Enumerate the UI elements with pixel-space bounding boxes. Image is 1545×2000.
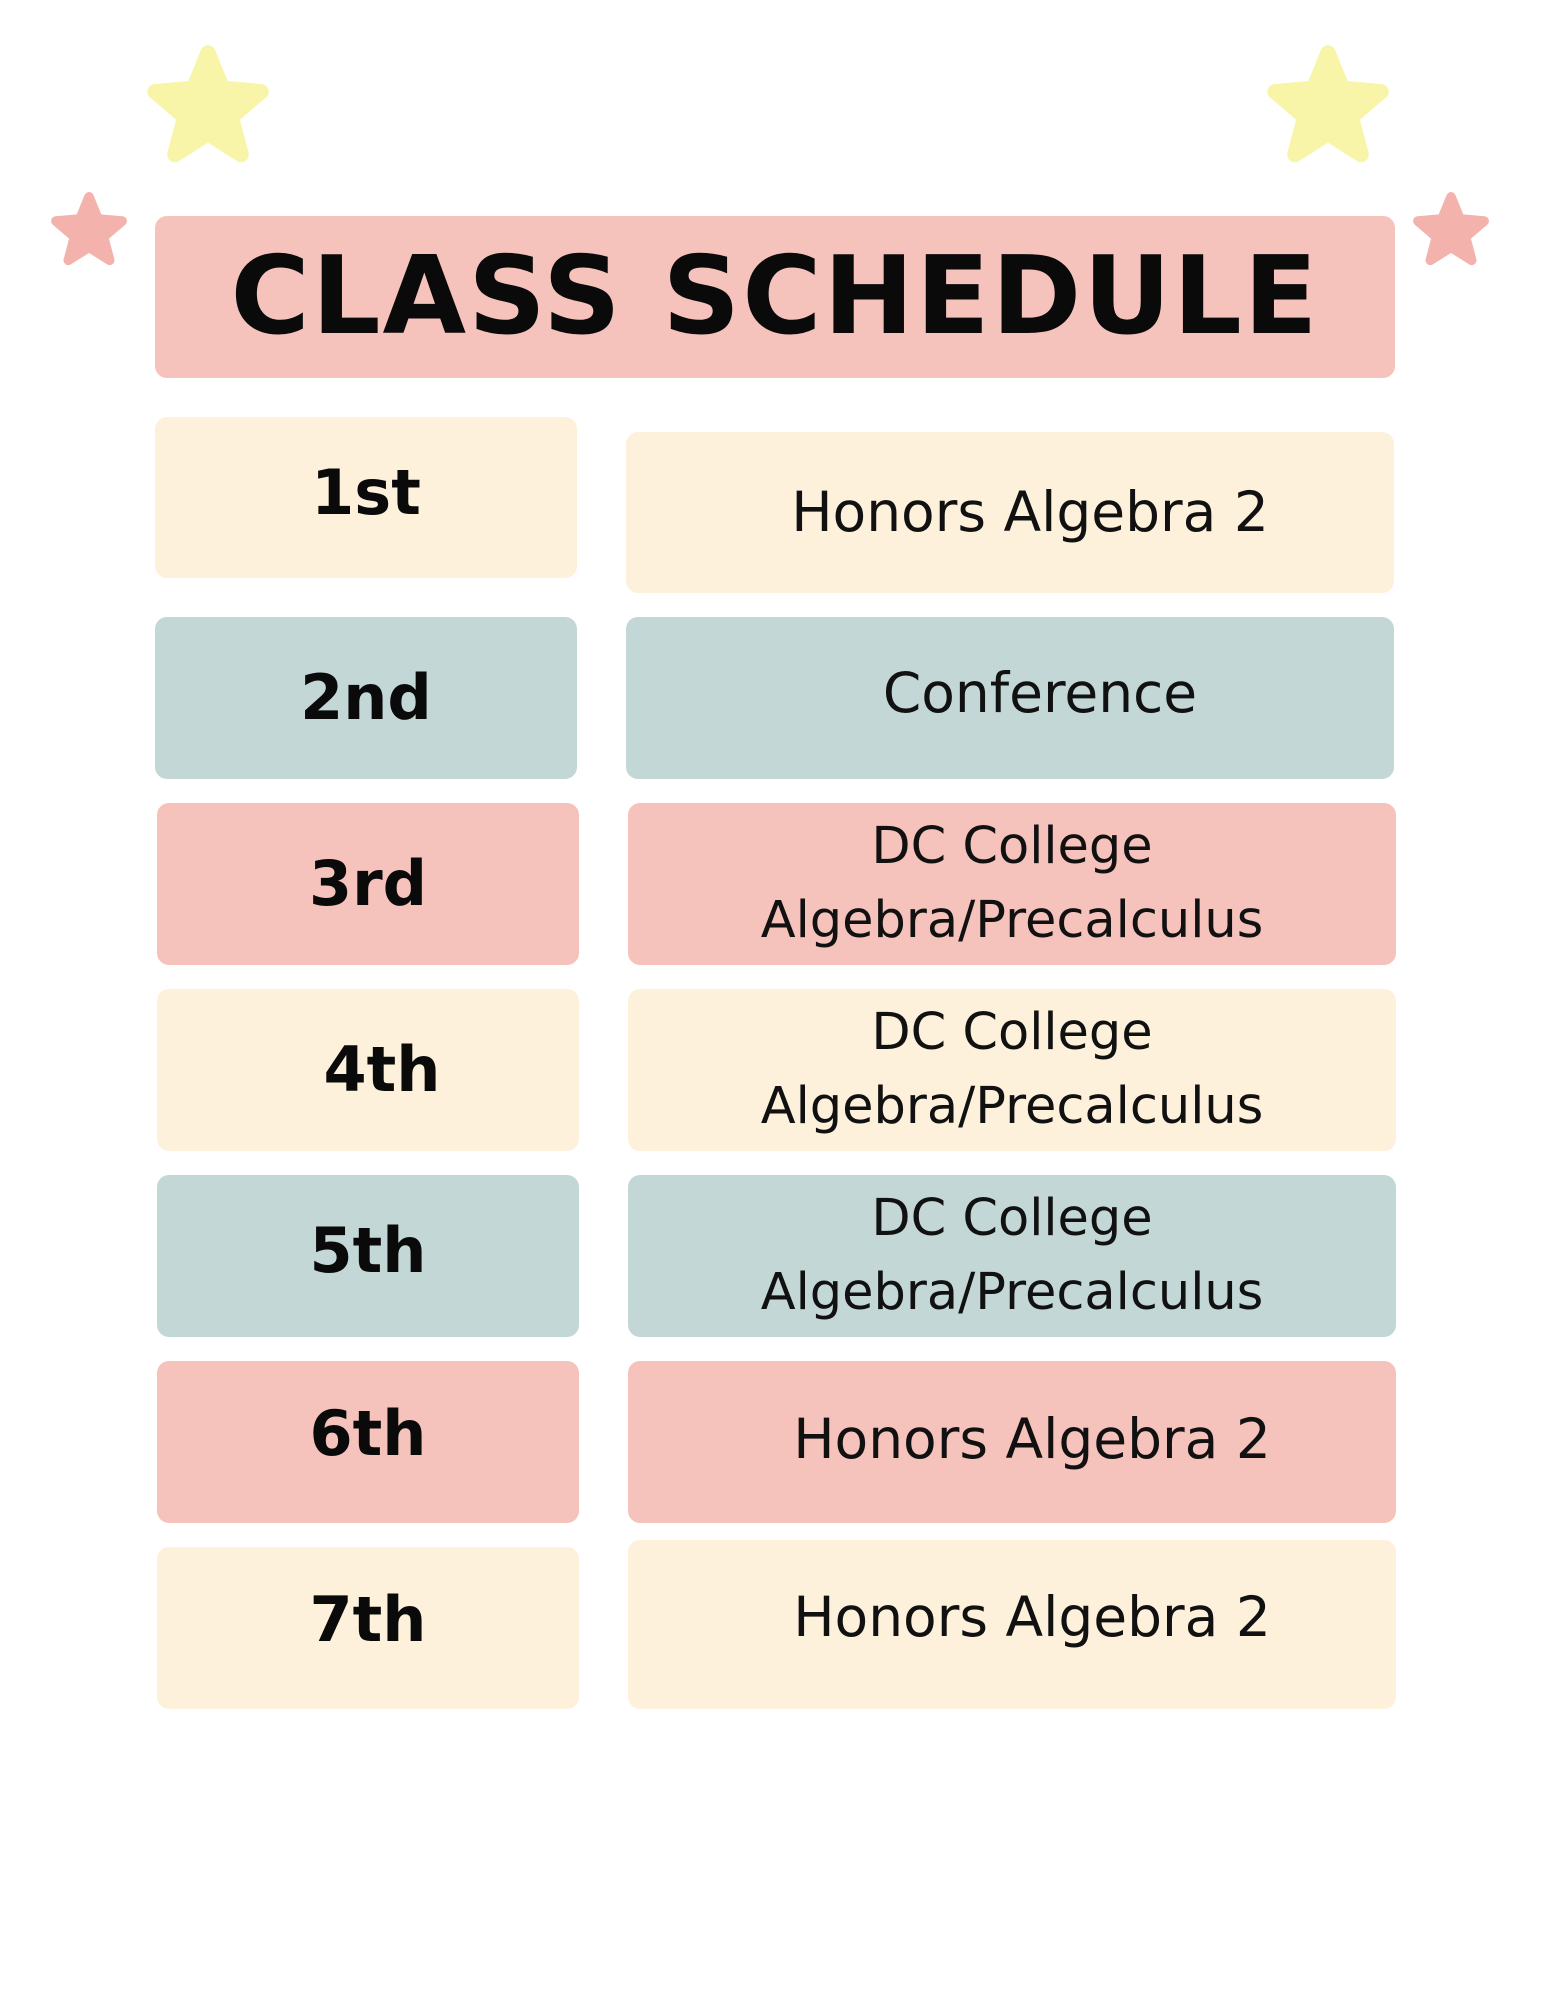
class-name: Conference (882, 661, 1198, 726)
class-cell-3 (628, 803, 1396, 965)
period-label: 6th (309, 1397, 427, 1470)
period-cell-3 (157, 803, 579, 965)
star-icon (1258, 42, 1398, 170)
class-name: DC College Algebra/Precalculus (760, 1189, 1264, 1322)
period-cell-4 (157, 989, 579, 1151)
title-banner (155, 216, 1395, 378)
period-label: 3rd (308, 847, 428, 920)
period-cell-7 (157, 1547, 579, 1709)
period-cell-1 (155, 417, 577, 578)
period-cell-5 (157, 1175, 579, 1337)
star-icon (46, 190, 132, 270)
class-cell-6 (628, 1361, 1396, 1523)
period-label: 2nd (300, 661, 432, 734)
class-cell-7 (628, 1540, 1396, 1709)
star-shape (56, 197, 122, 260)
period-label: 5th (309, 1214, 427, 1287)
class-cell-2 (626, 617, 1394, 779)
class-name: DC College Algebra/Precalculus (760, 817, 1264, 950)
class-cell-5 (628, 1175, 1396, 1337)
star-shape (1275, 53, 1381, 155)
period-cell-2 (155, 617, 577, 779)
page-title: CLASS SCHEDULE (230, 234, 1320, 359)
star-icon (138, 42, 278, 170)
class-cell-1 (626, 432, 1394, 593)
period-label: 7th (309, 1583, 427, 1656)
star-shape (155, 53, 261, 155)
class-cell-4 (628, 989, 1396, 1151)
period-cell-6 (157, 1361, 579, 1523)
star-icon (1408, 190, 1494, 270)
class-name: Honors Algebra 2 (791, 479, 1269, 544)
class-name: Honors Algebra 2 (793, 1584, 1271, 1649)
class-name: DC College Algebra/Precalculus (760, 1003, 1264, 1136)
period-label: 4th (323, 1033, 441, 1106)
star-shape (1418, 197, 1484, 260)
period-label: 1st (311, 455, 421, 529)
class-name: Honors Algebra 2 (793, 1407, 1271, 1472)
